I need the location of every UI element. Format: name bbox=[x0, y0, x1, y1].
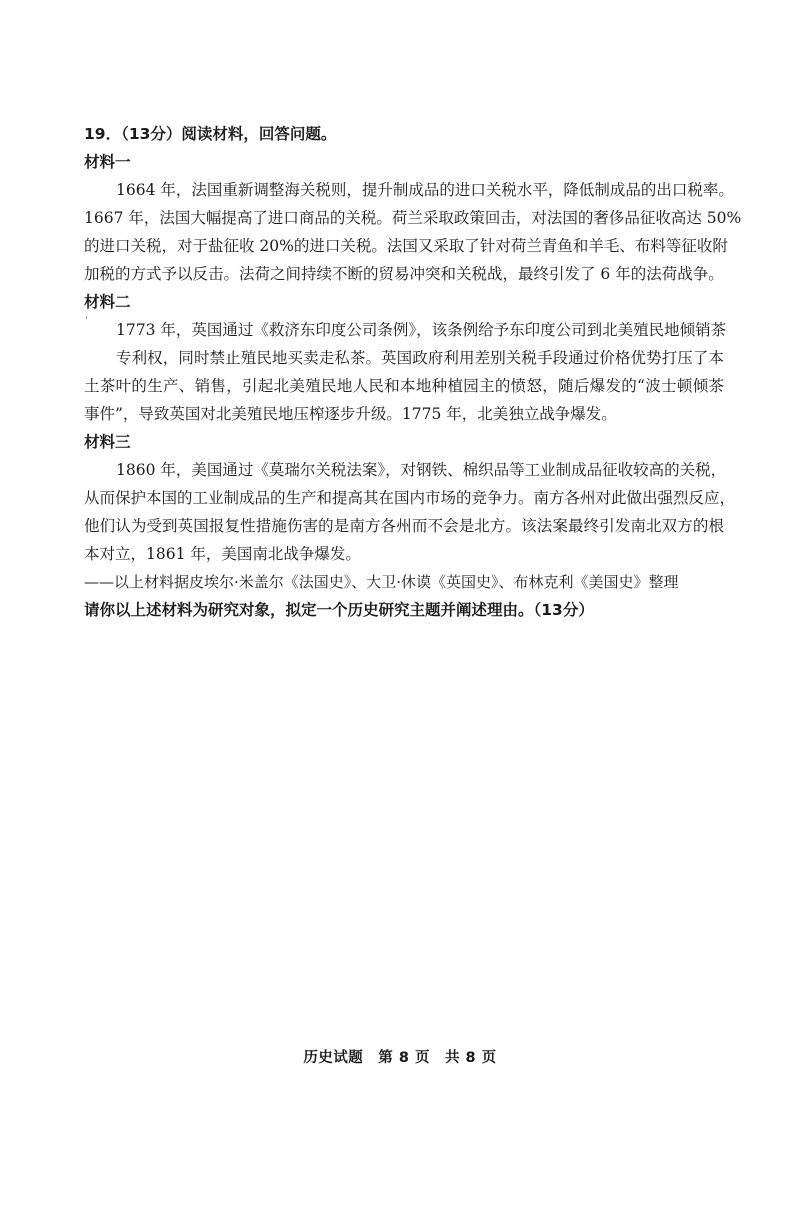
material-1-title: 材料一 bbox=[84, 153, 131, 171]
page-footer: 历史试题 第 8 页 共 8 页 bbox=[303, 1050, 497, 1066]
question-content bbox=[84, 120, 742, 624]
material-3-line-4: 本对立，1861 年，美国南北战争爆发。 bbox=[84, 545, 361, 563]
material-1-line-3: 的进口关税，对于盐征收 20%的进口关税。法国又采取了针对荷兰青鱼和羊毛、布料等征收附 bbox=[84, 237, 728, 255]
material-3-line-3: 他们认为受到英国报复性措施伤害的是南方各州而不会是北方。该法案最终引发南北双方的根 bbox=[84, 517, 724, 535]
material-3-line-1: 1860 年，美国通过《莫瑞尔关税法案》，对钢铁、棉织品等工业制成品征收较高的关税， bbox=[116, 461, 727, 479]
material-2-line-1: 1773 年，英国通过《救济东印度公司条例》，该条例给予东印度公司到北美殖民地倾销茶 bbox=[116, 321, 727, 339]
question-heading: 19．（13分）阅读材料，回答问题。 bbox=[84, 125, 337, 143]
material-2-line-4: 事件”，导致英国对北美殖民地压榨逐步升级。1775 年，北美独立战争爆发。 bbox=[84, 405, 617, 423]
scan-artifact-mark: ‘ bbox=[85, 316, 88, 326]
material-1-line-4: 加税的方式予以反击。法荷之间持续不断的贸易冲突和关税战，最终引发了 6 年的法荷战争。 bbox=[84, 265, 724, 283]
material-1-line-2: 1667 年，法国大幅提高了进口商品的关税。荷兰采取政策回击，对法国的奢侈品征收高达 50% bbox=[84, 209, 742, 227]
material-source: ——以上材料据皮埃尔·米盖尔《法国史》、大卫·休谟《英国史》、布林克利《美国史》整理 bbox=[84, 573, 679, 591]
material-1-line-1: 1664 年，法国重新调整海关税则，提升制成品的进口关税水平，降低制成品的出口税率。 bbox=[116, 181, 734, 199]
material-3-title: 材料三 bbox=[84, 433, 131, 451]
question-task: 请你以上述材料为研究对象，拟定一个历史研究主题并阐述理由。（13分） bbox=[84, 601, 594, 619]
material-2-title: 材料二 bbox=[84, 293, 131, 311]
material-3-line-2: 从而保护本国的工业制成品的生产和提高其在国内市场的竞争力。南方各州对此做出强烈反应， bbox=[84, 489, 736, 507]
material-2-line-3: 土茶叶的生产、销售，引起北美殖民地人民和本地种植园主的愤怒，随后爆发的“波士顿倾茶 bbox=[84, 377, 724, 395]
material-2-line-2: 专利权，同时禁止殖民地买卖走私茶。英国政府利用差别关税手段通过价格优势打压了本 bbox=[116, 349, 724, 367]
